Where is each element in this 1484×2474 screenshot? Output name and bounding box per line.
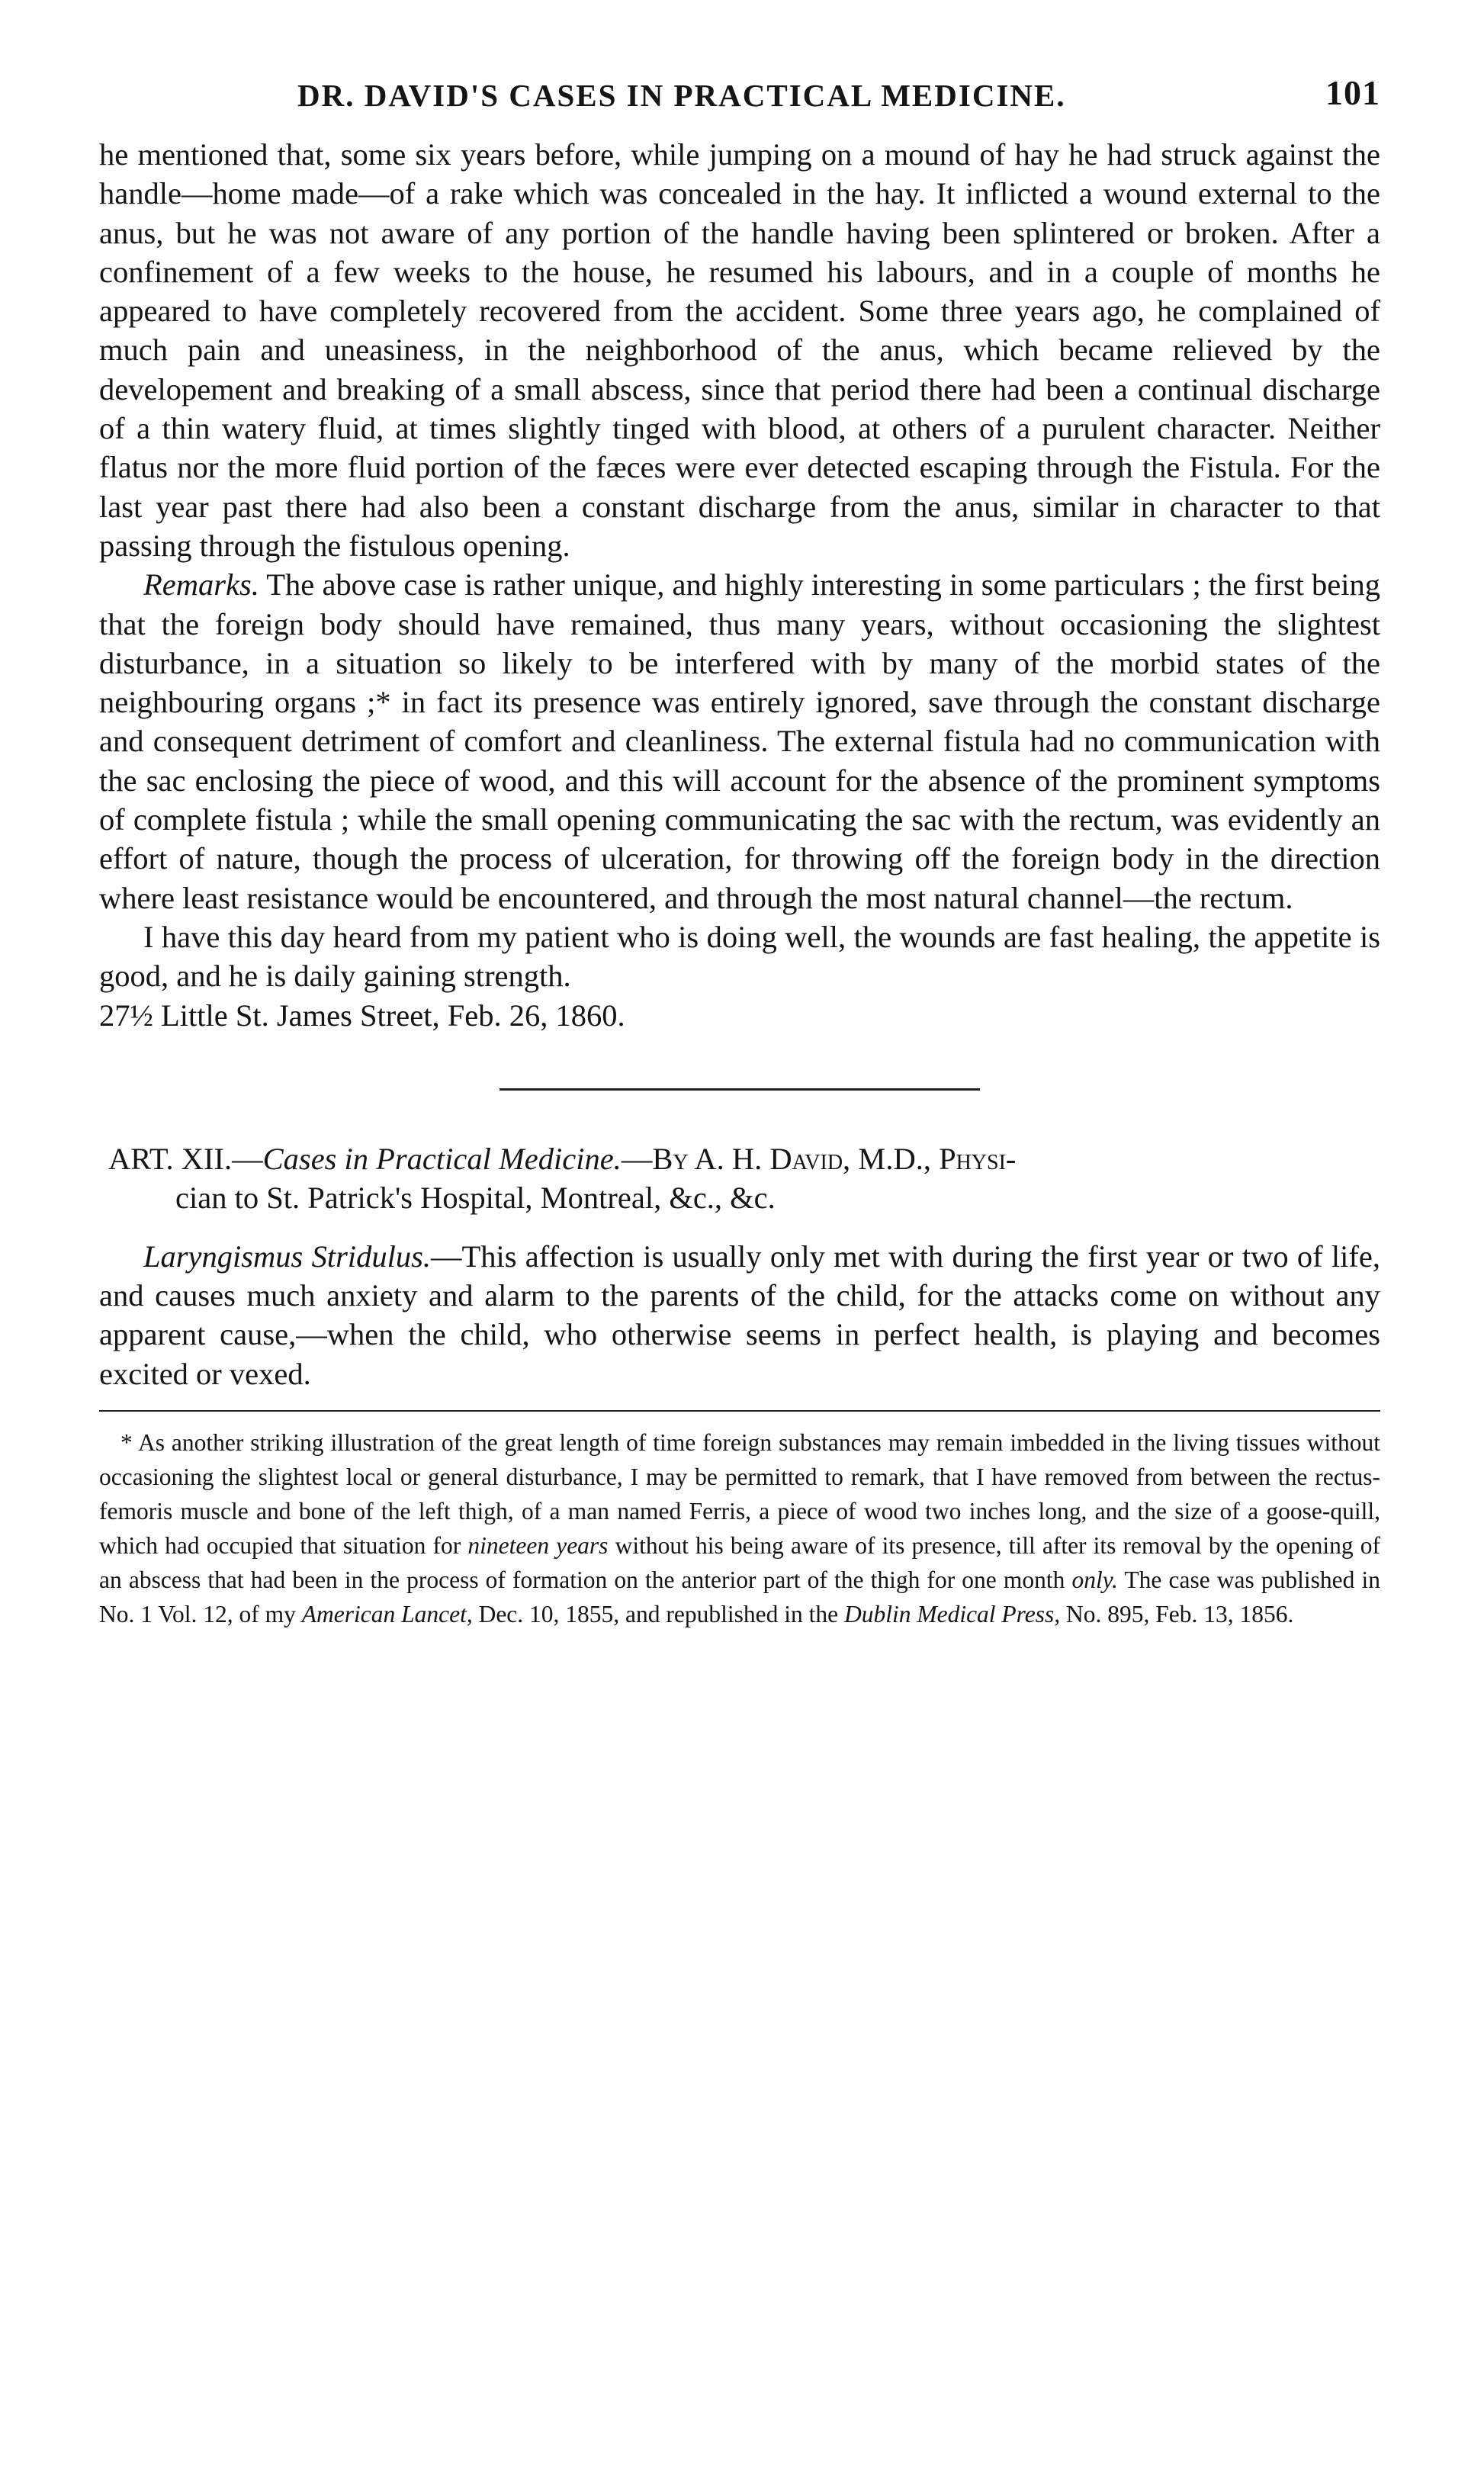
footnote-text-5: No. 895, Feb. 13, 1856. <box>1060 1601 1294 1628</box>
outcome-paragraph: I have this day heard from my patient who is doing well, the wounds are fast healing, the appetite is good, and he is daily gaining strength. <box>99 919 1380 994</box>
footnote-italic-journal-2: Dublin Medical Press, <box>843 1601 1061 1628</box>
footnote-marker: * <box>120 1429 133 1457</box>
section-divider <box>499 1088 980 1091</box>
subject-label: Laryngismus Stridulus. <box>143 1239 431 1274</box>
footnote-italic-journal-1: American Lancet, <box>301 1601 473 1628</box>
remarks-paragraph <box>99 565 1380 917</box>
article-title: Cases in Practical Medicine. <box>262 1141 622 1176</box>
page-number: 101 <box>1325 73 1380 112</box>
footnote-text-3: The case was published in No. 1 Vol. 12, of my <box>99 1566 1380 1628</box>
footnote-text-1: As another striking illustration of the great length of time foreign substances may remain imbedded in the living tissues without occasioning the slightest local or general disturbance, I may be permitted to remark, that I have removed from between the rectus-femoris muscle and bone of the left thigh, of a man named Ferris, a piece of wood two inches long, and the size of a goose-quill, which had occupied that situation for <box>99 1429 1380 1560</box>
footnote-text-2: without his being aware of its presence, till after its removal by the opening of an abscess that had been in the process of formation on the anterior part of the thigh for one month <box>99 1532 1380 1594</box>
footnote <box>99 1425 1380 1631</box>
remarks-label: Remarks. <box>143 567 259 602</box>
article-author: —By A. H. David, M.D., Physi- <box>621 1141 1017 1176</box>
article-heading-line-1 <box>108 1139 1380 1178</box>
journal-page <box>99 72 1380 1631</box>
subject-text: —This affection is usually only met with during the first year or two of life, and causes much anxiety and alarm to the parents of the child, for the attacks come on without any apparent cause,—when the child, who otherwise seems in perfect health, is playing and becomes excited or vexed. <box>99 1239 1380 1391</box>
footnote-text-4: Dec. 10, 1855, and republished in the <box>472 1601 844 1628</box>
footnote-paragraph <box>99 1425 1380 1631</box>
footnote-divider <box>99 1410 1380 1412</box>
address-date-line: 27½ Little St. James Street, Feb. 26, 1860. <box>99 998 625 1033</box>
article-first-paragraph <box>99 1237 1380 1393</box>
running-head <box>99 72 1380 126</box>
article-heading <box>108 1139 1380 1217</box>
article-number: ART. XII.— <box>108 1141 263 1176</box>
running-head-title: DR. DAVID'S CASES IN PRACTICAL MEDICINE. <box>297 78 1066 113</box>
footnote-italic-duration: nineteen years <box>467 1532 609 1560</box>
article-body <box>99 1237 1380 1393</box>
footnote-italic-only: only. <box>1071 1566 1118 1594</box>
continued-case-text <box>99 135 1380 1035</box>
remarks-text: The above case is rather unique, and highly interesting in some particulars ; the first being that the foreign body should have remained, thus many years, without occasioning the slightest disturbance, in a situation so likely to be interfered with by many of the morbid states of the neighbouring organs ;* in fact its presence was entirely ignored, save through the constant discharge and consequent detriment of comfort and cleanliness. The external fistula had no communication with the sac enclosing the piece of wood, and this will account for the absence of the prominent symptoms of complete fistula ; while the small opening communicating the sac with the rectum, was evidently an effort of nature, though the process of ulceration, for throwing off the foreign body in the direction where least resistance would be encountered, and through the most natural channel—the rectum. <box>99 567 1380 915</box>
article-heading-line-2: cian to St. Patrick's Hospital, Montreal, &c., &c. <box>175 1180 776 1215</box>
case-history-paragraph: he mentioned that, some six years before, while jumping on a mound of hay he had struck against the handle—home made—of a rake which was concealed in the hay. It inflicted a wound external to the anus, but he was not aware of any portion of the handle having been splintered or broken. After a confinement of a few weeks to the house, he resumed his labours, and in a couple of months he appeared to have completely recovered from the accident. Some three years ago, he complained of much pain and uneasiness, in the neighborhood of the anus, which became relieved by the developement and breaking of a small abscess, since that period there had been a continual discharge of a thin watery fluid, at times slightly tinged with blood, at others of a purulent character. Neither flatus nor the more fluid portion of the fæces were ever detected escaping through the Fistula. For the last year past there had also been a constant discharge from the anus, similar in character to that passing through the fistulous opening. <box>99 137 1380 563</box>
